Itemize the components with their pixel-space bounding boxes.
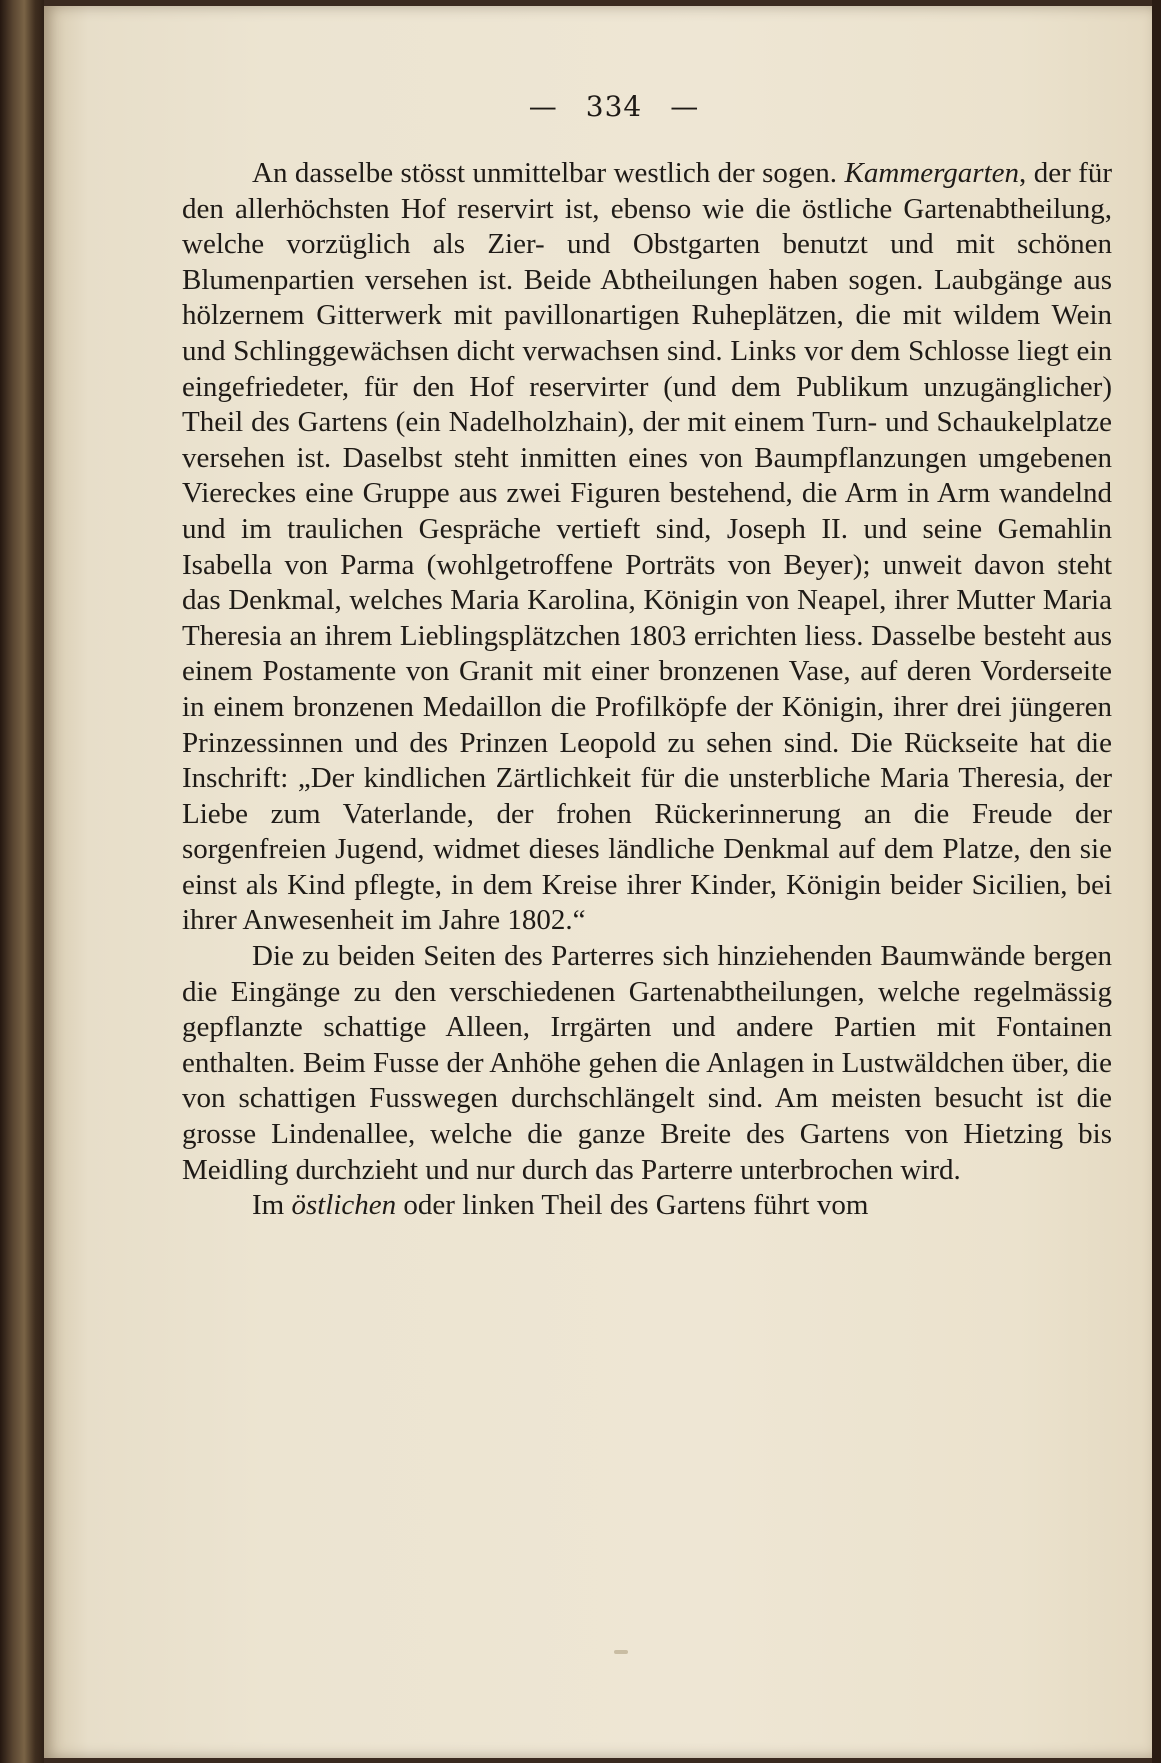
paragraph-1-text-a: An dasselbe stösst unmittelbar westlich der sogen. [252,157,845,189]
page-number-dash-left: — [528,90,558,123]
paper-speck [614,1650,628,1654]
book-spine [0,0,44,1763]
paragraph-3-italic-oestlichen: östlichen [291,1189,397,1222]
page-number-dash-right: — [670,90,700,123]
paragraph-2 [182,939,1112,1188]
page-number-header [180,90,1048,123]
paragraph-3-text-a: Im [252,1189,292,1222]
paragraph-3-text-b: oder linken Theil des Gartens führt vom [396,1189,869,1222]
paragraph-1-text-b: , der für den allerhöchsten Hof reservirt ist, ebenso wie die östliche Gartenabtheilung, welche vorzüglich als Zier- und Obstgarten benutzt und mit schönen Blumenpartien versehen ist. Beide Abtheilungen haben sogen. Laubgänge aus hölzernem Gitterwerk mit pavillonartigen Ruheplätzen, die mit wildem Wein und Schlinggewächsen dicht verwachsen sind. Links vor dem Schlosse liegt ein eingefriedeter, für den Hof reservirter (und dem Publikum unzugänglicher) Theil des Gartens (ein Nadelholzhain), der mit einem Turn- und Schaukelplatze versehen ist. Daselbst steht inmitten eines von Baumpflanzungen umgebenen Viereckes eine Gruppe aus zwei Figuren bestehend, die Arm in Arm wandelnd und im traulichen Gespräche vertieft sind, Joseph II. und seine Gemahlin Isabella von Parma (wohlgetroffene Porträts von Beyer); unweit davon steht das Denkmal, welches Maria Karolina, Königin von Neapel, ihrer Mutter Maria Theresia an ihrem Lieblingsplätzchen 1803 errichten liess. Dasselbe besteht aus einem Postamente von Granit mit einer bronzenen Vase, auf deren Vorderseite in einem bronzenen Medaillon die Profilköpfe der Königin, ihrer drei jüngeren Prinzessinnen und des Prinzen Leopold zu sehen sind. Die Rückseite hat die Inschrift: „Der kindlichen Zärtlichkeit für die unsterbliche Maria Theresia, der Liebe zum Vaterlande, der frohen Rückerinnerung an die Freude der sorgenfreien Jugend, widmet dieses ländliche Denkmal auf dem Platze, den sie einst als Kind pflegte, in dem Kreise ihrer Kinder, Königin beider Sicilien, bei ihrer Anwesenheit im Jahre 1802.“ [182,157,1112,937]
paragraph-2-text: Die zu beiden Seiten des Parterres sich hinziehenden Baumwände bergen die Eingänge zu den verschiedenen Gartenabtheilungen, welche regelmässig gepflanzte schattige Alleen, Irrgärten und andere Partien mit Fontainen enthalten. Beim Fusse der Anhöhe gehen die Anlagen in Lustwäldchen über, die von schattigen Fusswegen durchschlängelt sind. Am meisten besucht ist die grosse Lindenallee, welche die ganze Breite des Gartens von Hietzing bis Meidling durchzieht und nur durch das Parterre unterbrochen wird. [182,940,1112,1186]
paragraph-1-italic-kammergarten: Kammergarten [844,157,1020,189]
body-text [182,156,1112,1224]
page-right-edge [1152,0,1161,1763]
paragraph-3 [182,1188,1112,1224]
paragraph-1 [182,156,1112,939]
page-number: 334 [585,90,643,123]
